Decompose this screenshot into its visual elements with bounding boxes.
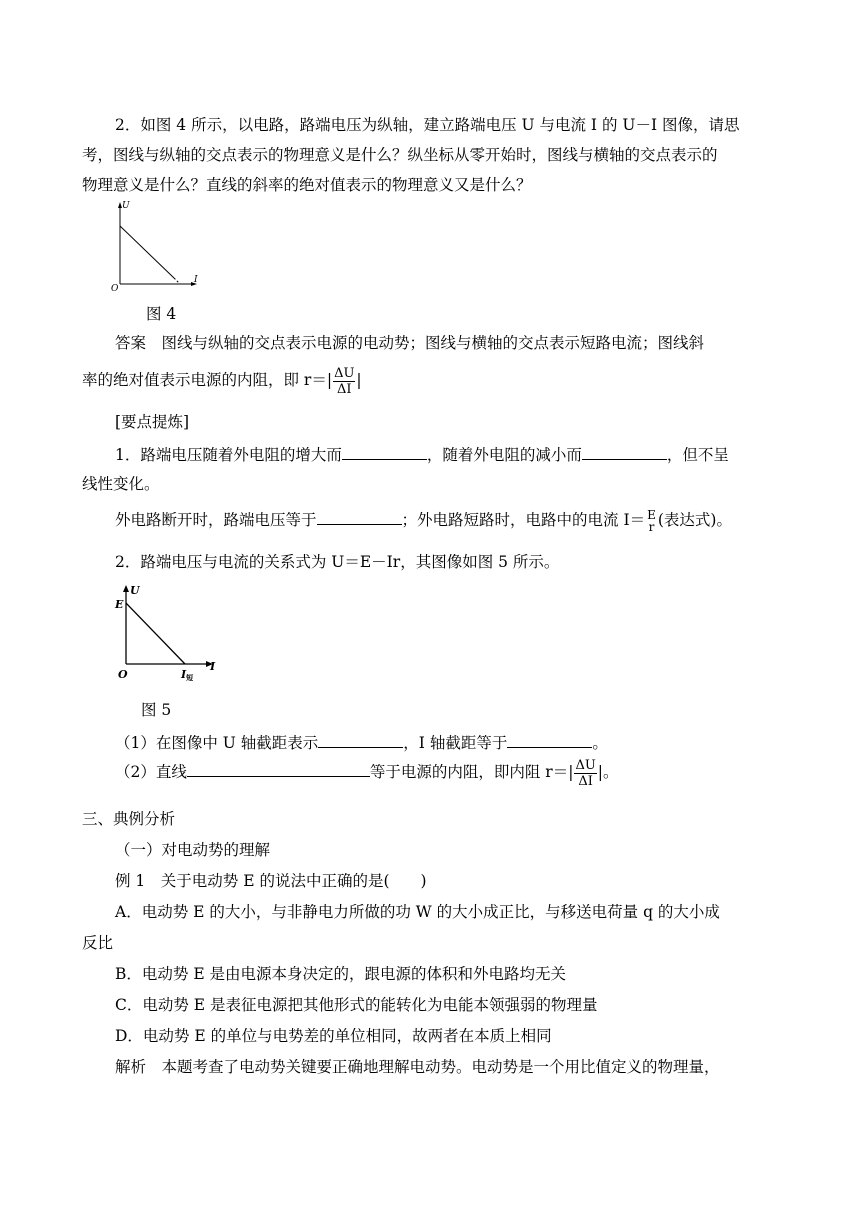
key-point-1-line-1 <box>115 443 729 465</box>
key-point-1-text-c: ，但不呈 <box>666 446 729 464</box>
current-frac-num: E <box>647 508 656 522</box>
section-3-subheading: （一）对电动势的理解 <box>115 841 271 859</box>
answer-blank[interactable] <box>342 443 427 460</box>
key-point-2-text-c: (表达式)。 <box>657 511 732 529</box>
question-2-line-1: 2．如图 4 所示，以电路，路端电压为纵轴，建立路端电压 U 与电流 I 的 U－I 图像，请思 <box>115 116 740 134</box>
answer-suffix: | <box>356 371 362 389</box>
current-fraction <box>646 509 657 533</box>
figure-4-graph <box>108 198 203 293</box>
sub-question-1-text-a: （1）在图像中 U 轴截距表示 <box>115 734 319 752</box>
option-a-line-2: 反比 <box>82 934 114 952</box>
key-points-heading: [要点提炼] <box>115 413 190 431</box>
figure-4-origin-label: O <box>111 284 119 293</box>
answer-frac-num: ΔU <box>334 365 355 381</box>
key-point-2-text-b: ；外电路短路时，电路中的电流 I＝ <box>401 511 646 529</box>
sub-question-1-text-c: 。 <box>592 734 608 752</box>
key-point-open-short-circuit <box>115 500 732 540</box>
figure-5-e-label: E <box>115 598 124 611</box>
figure-5-origin-label: O <box>118 668 128 681</box>
question-2-line-3: 物理意义是什么？直线的斜率的绝对值表示的物理意义又是什么？ <box>82 176 532 194</box>
figure-4-x-label: I <box>194 275 198 285</box>
section-3-heading: 三、典例分析 <box>82 810 176 828</box>
answer-fraction <box>333 366 355 397</box>
key-point-1-text-a: 1．路端电压随着外电阻的增大而 <box>115 446 342 464</box>
sub-question-2-text-c: |。 <box>597 763 619 781</box>
answer-blank[interactable] <box>318 731 403 748</box>
figure-5-y-label: U <box>130 584 140 597</box>
figure-5-graph <box>108 582 223 682</box>
figure-4-caption: 图 4 <box>146 305 177 323</box>
resistance-fraction <box>574 758 596 789</box>
answer-prefix: 率的绝对值表示电源的内阻，即 r＝| <box>82 371 333 389</box>
current-frac-den: r <box>648 520 655 534</box>
option-b: B．电动势 E 是由电源本身决定的，跟电源的体积和外电路均无关 <box>115 965 567 983</box>
answer-blank[interactable] <box>507 731 592 748</box>
figure-4-y-label: U <box>122 201 130 211</box>
question-2-line-2: 考，图线与纵轴的交点表示的物理意义是什么？纵坐标从零开始时，图线与横轴的交点表示的 <box>82 146 718 164</box>
resistance-frac-num: ΔU <box>575 757 596 773</box>
answer-line-1: 答案 图线与纵轴的交点表示电源的电动势；图线与横轴的交点表示短路电流；图线斜 <box>115 334 705 352</box>
answer-frac-den: ΔI <box>336 381 352 397</box>
example-1-question: 例 1 关于电动势 E 的说法中正确的是( ) <box>115 872 427 890</box>
sub-question-2 <box>115 752 619 792</box>
figure-5-i-short-label: I短 <box>181 668 194 682</box>
sub-question-1-text-b: ，I 轴截距等于 <box>403 734 508 752</box>
figure-5-caption: 图 5 <box>141 701 172 719</box>
analysis-line: 解析 本题考查了电动势关键要正确地理解电动势。电动势是一个用比值定义的物理量， <box>115 1058 720 1076</box>
key-point-1-text-b: ，随着外电阻的减小而 <box>426 446 582 464</box>
sub-question-2-text-b: 等于电源的内阻，即内阻 r＝| <box>369 763 574 781</box>
answer-line-2 <box>82 360 362 400</box>
option-a-line-1: A．电动势 E 的大小，与非静电力所做的功 W 的大小成正比，与移送电荷量 q 的大小成 <box>115 903 720 921</box>
resistance-frac-den: ΔI <box>578 773 593 789</box>
answer-blank[interactable] <box>317 500 402 525</box>
answer-blank[interactable] <box>187 752 370 777</box>
sub-question-2-text-a: （2）直线 <box>115 763 187 781</box>
key-point-1-line-2: 线性变化。 <box>82 475 160 493</box>
key-point-2-relation: 2．路端电压与电流的关系式为 U＝E－Ir，其图像如图 5 所示。 <box>115 553 560 571</box>
answer-blank[interactable] <box>582 443 667 460</box>
key-point-2-text-a: 外电路断开时，路端电压等于 <box>115 511 317 529</box>
option-c: C．电动势 E 是表征电源把其他形式的能转化为电能本领强弱的物理量 <box>115 996 598 1014</box>
option-d: D．电动势 E 的单位与电势差的单位相同，故两者在本质上相同 <box>115 1027 552 1045</box>
figure-5-x-label: I <box>210 660 216 673</box>
sub-question-1 <box>115 731 608 753</box>
